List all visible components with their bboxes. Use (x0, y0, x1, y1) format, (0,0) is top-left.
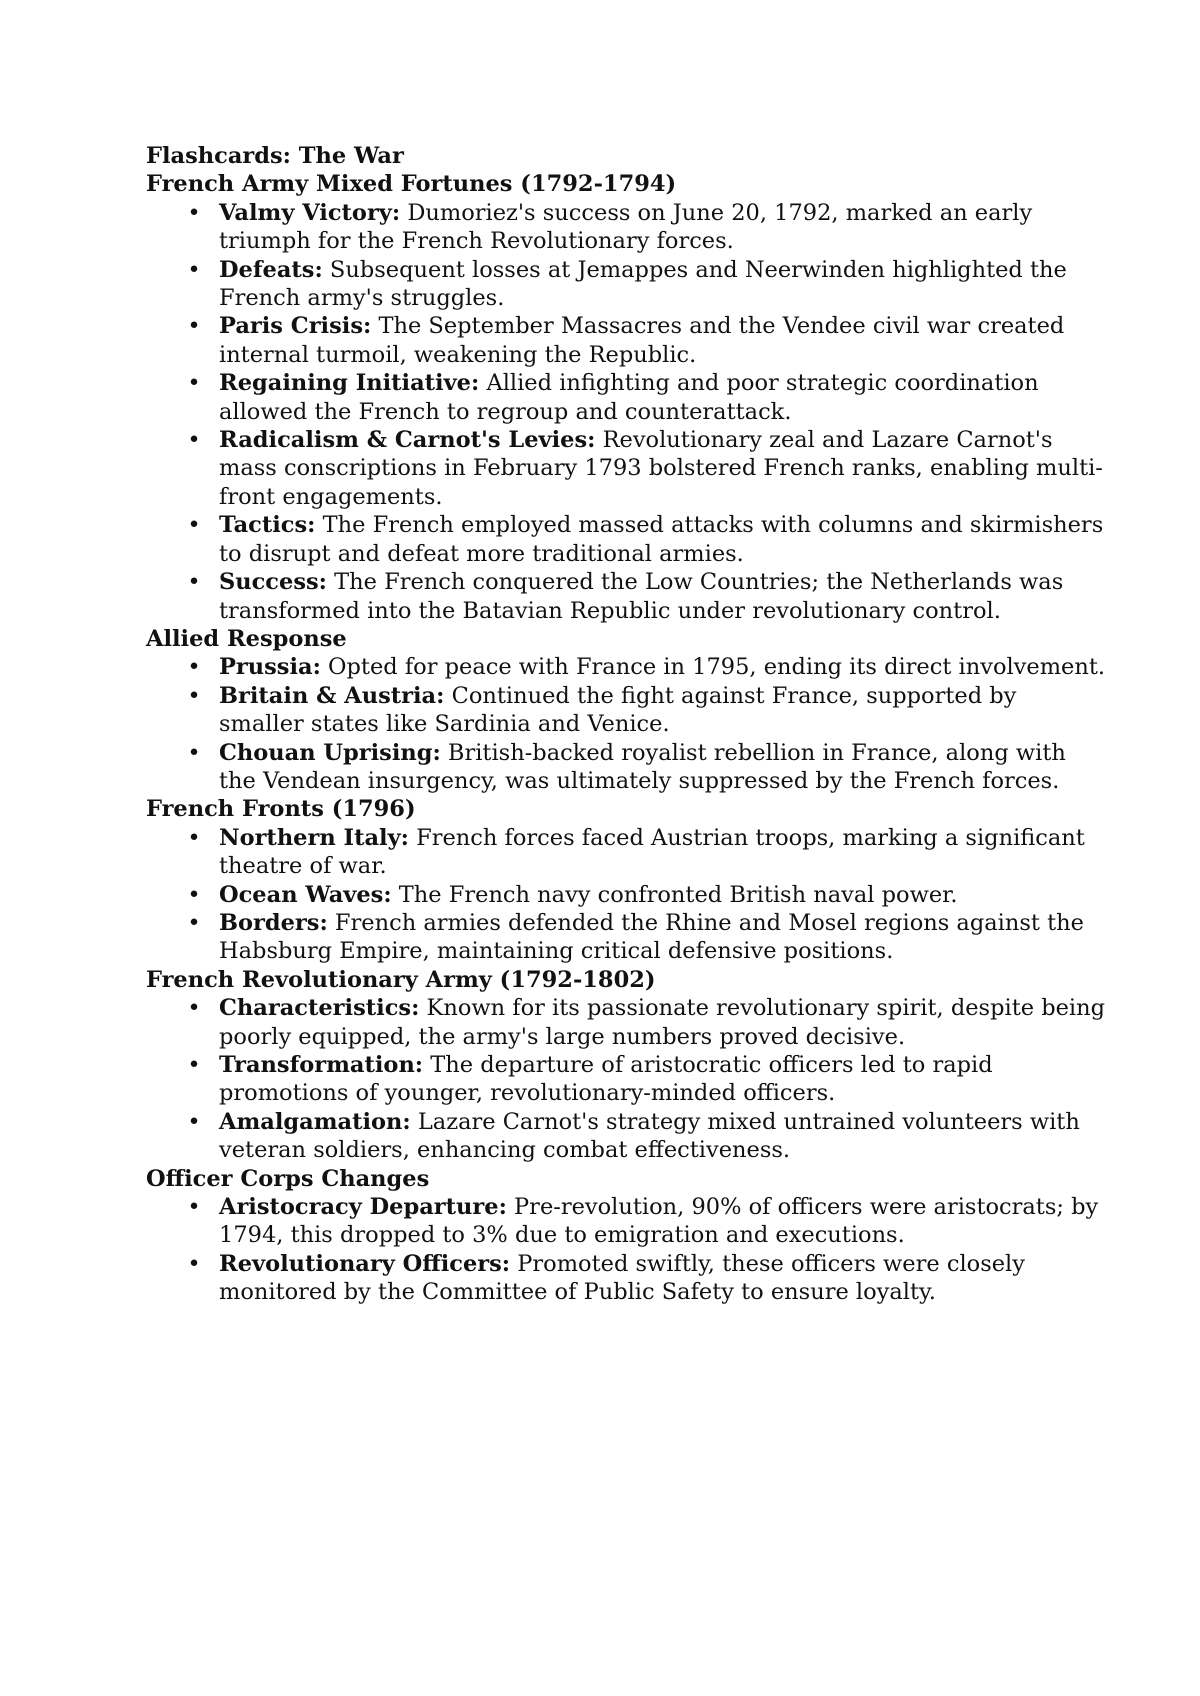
list-item (146, 881, 1106, 909)
item-term: Amalgamation: (219, 1108, 411, 1135)
section-heading: French Fronts (1796) (146, 796, 416, 823)
item-description: Promoted swiftly, these officers were closely monitored by the Committee of Public Safety to ensure loyalty. (219, 1250, 1025, 1306)
item-description: Lazare Carnot's strategy mixed untrained volunteers with veteran soldiers, enhancing combat effectiveness. (219, 1108, 1080, 1164)
item-term: Radicalism & Carnot's Levies: (219, 427, 596, 454)
bullet-list (146, 1193, 1106, 1307)
bullet-icon: • (187, 1194, 201, 1221)
bullet-icon: • (187, 199, 201, 226)
item-description: The September Massacres and the Vendee civil war created internal turmoil, weakening the Republic. (219, 313, 1065, 368)
list-item (146, 682, 1106, 739)
list-item (146, 369, 1106, 426)
list-item (146, 426, 1106, 511)
item-description: The French navy confronted British naval power. (391, 881, 958, 908)
bullet-icon: • (187, 682, 201, 709)
bullet-icon: • (187, 995, 201, 1022)
list-item (146, 256, 1106, 313)
item-description: Allied infighting and poor strategic coordination allowed the French to regroup and counterattack. (219, 370, 1039, 425)
item-description: British-backed royalist rebellion in France, along with the Vendean insurgency, was ultimately suppressed by the French forces. (219, 739, 1066, 794)
item-term: Characteristics: (219, 995, 420, 1022)
section-heading: French Army Mixed Fortunes (1792-1794) (146, 171, 677, 198)
bullet-icon: • (187, 512, 201, 539)
item-description: The departure of aristocratic officers led to rapid promotions of younger, revolutionary-minded officers. (219, 1052, 993, 1107)
bullet-icon: • (187, 654, 201, 681)
list-item (146, 739, 1106, 796)
item-term: Northern Italy: (219, 824, 409, 851)
bullet-icon: • (187, 1052, 201, 1078)
section-heading: Allied Response (146, 625, 347, 652)
item-description: French forces faced Austrian troops, marking a significant theatre of war. (219, 824, 1085, 880)
item-term: Paris Crisis: (219, 313, 372, 340)
item-term: Borders: (219, 909, 328, 936)
document-page (146, 142, 1106, 1307)
bullet-list (146, 199, 1106, 625)
item-description: Subsequent losses at Jemappes and Neerwinden highlighted the French army's struggles. (219, 256, 1067, 312)
list-item (146, 909, 1106, 966)
bullet-icon: • (187, 370, 201, 397)
item-description: Known for its passionate revolutionary spirit, despite being poorly equipped, the army's large numbers proved decisive. (219, 995, 1106, 1050)
item-description: The French conquered the Low Countries; the Netherlands was transformed into the Batavian Republic under revolutionary control. (219, 569, 1064, 624)
bullet-icon: • (187, 569, 201, 596)
item-term: Britain & Austria: (219, 682, 445, 709)
bullet-icon: • (187, 824, 201, 851)
bullet-icon: • (187, 1108, 201, 1135)
item-description: French armies defended the Rhine and Mosel regions against the Habsburg Empire, maintaining critical defensive positions. (219, 909, 1084, 965)
list-item (146, 568, 1106, 625)
item-description: Opted for peace with France in 1795, ending its direct involvement. (320, 654, 1106, 681)
item-description: Dumoriez's success on June 20, 1792, marked an early triumph for the French Revolutionary forces. (219, 199, 1033, 255)
list-item (146, 312, 1106, 369)
item-term: Valmy Victory: (219, 199, 401, 226)
item-description: Pre-revolution, 90% of officers were aristocrats; by 1794, this dropped to 3% due to emigration and executions. (219, 1194, 1099, 1249)
bullet-icon: • (187, 427, 201, 454)
bullet-icon: • (187, 739, 201, 766)
item-term: Revolutionary Officers: (219, 1250, 511, 1277)
list-item (146, 994, 1106, 1051)
list-item (146, 1051, 1106, 1108)
item-term: Aristocracy Departure: (219, 1194, 507, 1221)
document-body (146, 170, 1106, 1306)
list-item (146, 1193, 1106, 1250)
section-heading: French Revolutionary Army (1792-1802) (146, 966, 656, 993)
item-term: Transformation: (219, 1052, 424, 1078)
item-term: Regaining Initiative: (219, 370, 480, 397)
list-item (146, 511, 1106, 568)
item-term: Tactics: (219, 512, 316, 539)
list-item (146, 824, 1106, 881)
bullet-list (146, 824, 1106, 966)
bullet-icon: • (187, 256, 201, 283)
item-description: The French employed massed attacks with columns and skirmishers to disrupt and defeat more traditional armies. (219, 512, 1104, 567)
list-item (146, 199, 1106, 256)
document-title: Flashcards: The War (146, 143, 404, 169)
item-term: Chouan Uprising: (219, 739, 441, 766)
item-description: Revolutionary zeal and Lazare Carnot's mass conscriptions in February 1793 bolstered French ranks, enabling multi-front engagements. (219, 427, 1103, 510)
section-heading: Officer Corps Changes (146, 1165, 430, 1192)
bullet-icon: • (187, 1250, 201, 1277)
bullet-icon: • (187, 313, 201, 340)
item-term: Prussia: (219, 654, 321, 681)
bullet-icon: • (187, 881, 201, 908)
bullet-icon: • (187, 909, 201, 936)
bullet-list (146, 994, 1106, 1164)
item-term: Ocean Waves: (219, 881, 392, 908)
list-item (146, 1250, 1106, 1307)
list-item (146, 653, 1106, 681)
item-description: Continued the fight against France, supported by smaller states like Sardinia and Venice. (219, 682, 1017, 738)
item-term: Success: (219, 569, 327, 596)
bullet-list (146, 653, 1106, 795)
list-item (146, 1108, 1106, 1165)
item-term: Defeats: (219, 256, 323, 283)
